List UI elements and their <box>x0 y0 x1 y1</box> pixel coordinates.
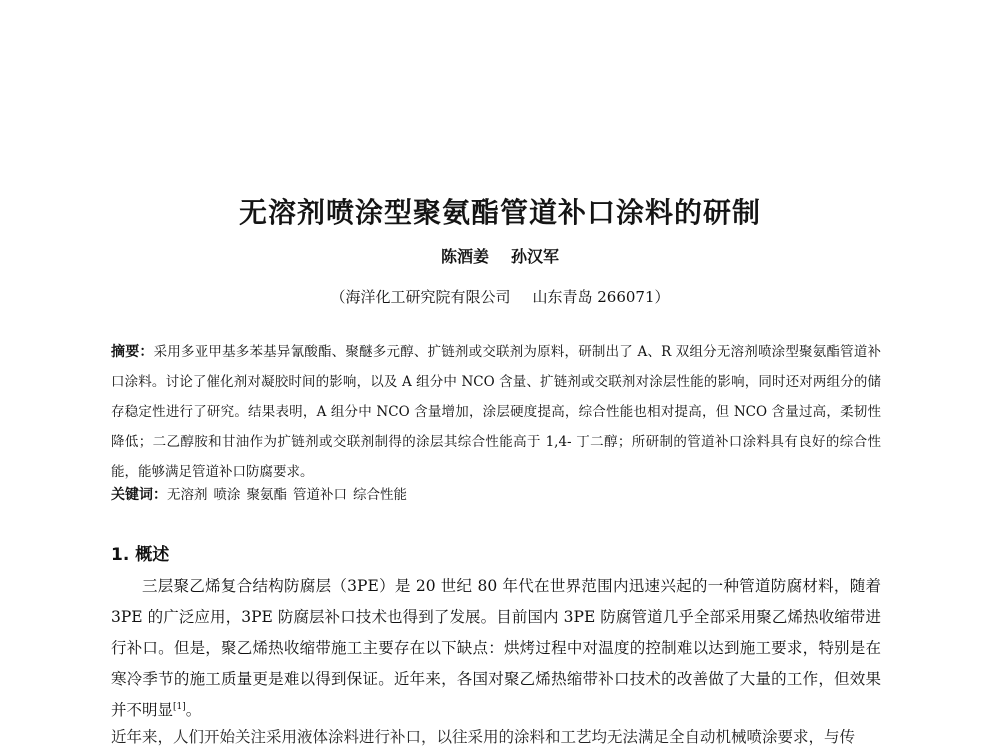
keyword: 喷涂 <box>213 487 241 503</box>
keywords-label: 关键词 <box>111 487 153 503</box>
abstract-label: 摘要 <box>111 344 140 360</box>
author-name: 陈酒姜 <box>440 247 489 266</box>
keyword: 综合性能 <box>353 487 407 503</box>
section-heading: 1. 概述 <box>111 545 170 565</box>
abstract: 摘要：采用多亚甲基多苯基异氰酸酯、聚醚多元醇、扩链剂或交联剂为原料，研制出了 A、R 双组分无溶剂喷涂型聚氨酯管道补口涂料。讨论了催化剂对凝胶时间的影响，以及 A 组分中 NCO 含量、扩链剂或交联剂对涂层性能的影响，同时还对两组分的储存稳定性进行了研究。结果表明，A 组分中 NCO 含量增加，涂层硬度提高，综合性能也相对提高，但 NCO 含量过高，柔韧性降低；二乙醇胺和甘油作为扩链剂或交联剂制得的涂层其综合性能高于 1,4- 丁二醇；所研制的管道补口涂料具有良好的综合性能，能够满足管道补口防腐要求。 <box>111 344 882 480</box>
citation-marker: [1] <box>173 701 186 712</box>
author-list <box>0 244 1000 267</box>
paragraph-text: 三层聚乙烯复合结构防腐层（3PE）是 20 世纪 80 年代在世界范围内迅速兴起的一种管道防腐材料，随着 3PE 的广泛应用，3PE 防腐层补口技术也得到了发展。目前国内 3PE 防腐管道几乎全部采用聚乙烯热收缩带进行补口。但是，聚乙烯热收缩带施工主要存在以下缺点：烘烤过程中对温度的控制难以达到施工要求，特别是在寒冷季节的施工质量更是难以得到保证。近年来，各国对聚乙烯热缩带补口技术的改善做了大量的工作，但效果并不明显 <box>111 577 881 719</box>
paper-title: 无溶剂喷涂型聚氨酯管道补口涂料的研制 <box>238 195 761 229</box>
affiliation: （海洋化工研究院有限公司 山东青岛 266071） <box>330 288 670 306</box>
section-paragraph: 三层聚乙烯复合结构防腐层（3PE）是 20 世纪 80 年代在世界范围内迅速兴起的一种管道防腐材料，随着 3PE 的广泛应用，3PE 防腐层补口技术也得到了发展。目前国内 3PE 防腐管道几乎全部采用聚乙烯热收缩带进行补口。但是，聚乙烯热收缩带施工主要存在以下缺点：烘烤过程中对温度的控制难以达到施工要求，特别是在寒冷季节的施工质量更是难以得到保证。近年来，各国对聚乙烯热缩带补口技术的改善做了大量的工作，但效果并不明显[1]。 <box>111 577 881 719</box>
keyword: 聚氨酯 <box>246 487 287 503</box>
author-name: 孙汉军 <box>511 247 560 266</box>
abstract-text: 采用多亚甲基多苯基异氰酸酯、聚醚多元醇、扩链剂或交联剂为原料，研制出了 A、R 双组分无溶剂喷涂型聚氨酯管道补口涂料。讨论了催化剂对凝胶时间的影响，以及 A 组分中 NCO 含量、扩链剂或交联剂对涂层性能的影响，同时还对两组分的储存稳定性进行了研究。结果表明，A 组分中 NCO 含量增加，涂层硬度提高，综合性能也相对提高，但 NCO 含量过高，柔韧性降低；二乙醇胺和甘油作为扩链剂或交联剂制得的涂层其综合性能高于 1,4- 丁二醇；所研制的管道补口涂料具有良好的综合性能，能够满足管道补口防腐要求。 <box>111 344 882 480</box>
keyword: 无溶剂 <box>167 487 208 503</box>
cutoff-paragraph-line: 近年来，人们开始关注采用液体涂料进行补口，以往采用的涂料和工艺均无法满足全自动机械喷涂要求，与传 <box>111 728 856 746</box>
keywords: 关键词：无溶剂 喷涂 聚氨酯 管道补口 综合性能 <box>111 487 407 503</box>
keyword: 管道补口 <box>293 487 347 503</box>
institution-name: 海洋化工研究院有限公司 <box>345 288 511 306</box>
institution-location: 山东青岛 266071 <box>532 288 655 306</box>
